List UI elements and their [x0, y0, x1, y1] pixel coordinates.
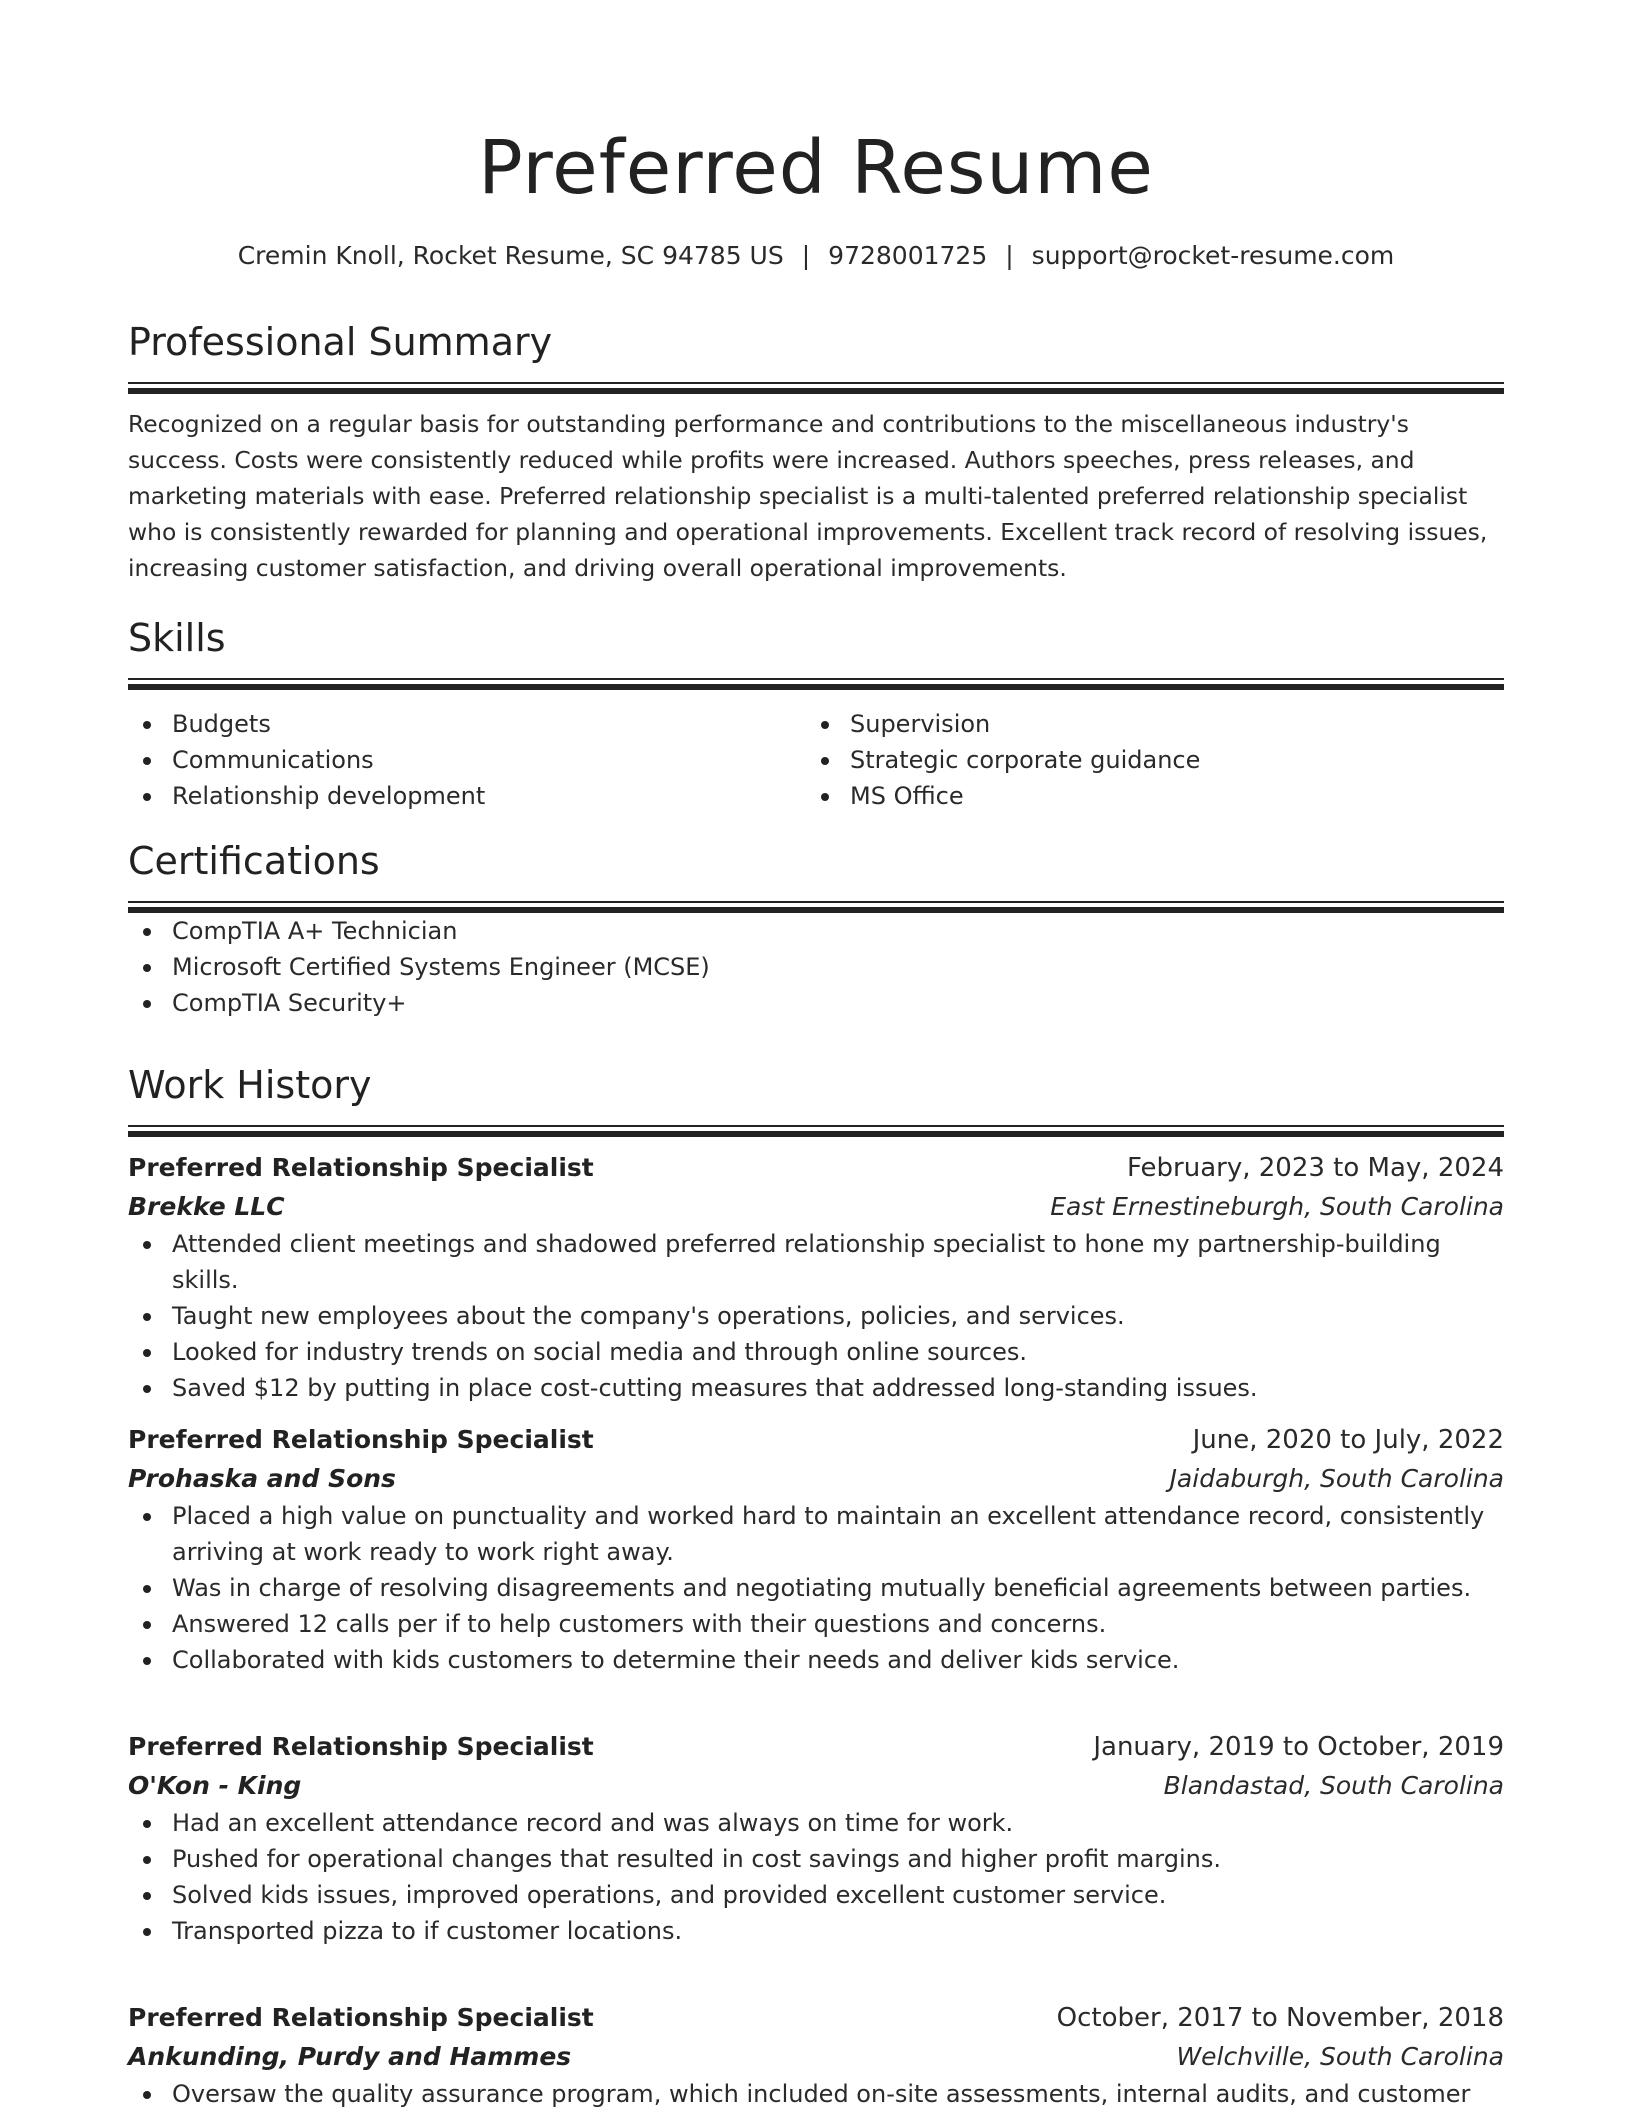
section-rule-thick [128, 388, 1504, 394]
job-bullets [128, 1498, 1504, 1678]
section-title: Skills [128, 616, 226, 660]
section-rule-thin [128, 678, 1504, 680]
job-company: Brekke LLC [128, 1192, 285, 1221]
section-title: Work History [128, 1063, 372, 1107]
summary-section [128, 318, 1504, 586]
job-dates: October, 2017 to November, 2018 [1056, 2003, 1504, 2033]
section-rule-thin [128, 1125, 1504, 1127]
job-bullet: Taught new employees about the company's operations, policies, and services. [128, 1298, 1504, 1334]
contact-address: Cremin Knoll, Rocket Resume, SC 94785 US [237, 241, 784, 270]
job-bullet: Oversaw the quality assurance program, which included on-site assessments, internal audits, and customer [128, 2076, 1504, 2112]
job-location: Welchville, South Carolina [1176, 2042, 1504, 2071]
contact-separator: | [801, 241, 811, 270]
skill-item: Supervision [806, 706, 1484, 742]
section-rule-thick [128, 1131, 1504, 1137]
contact-line [128, 238, 1504, 274]
job-bullet: Saved $12 by putting in place cost-cutting measures that addressed long-standing issues. [128, 1370, 1504, 1406]
job-bullet: Pushed for operational changes that resulted in cost savings and higher profit margins. [128, 1841, 1504, 1877]
job-entry [128, 1998, 1504, 2112]
skill-item: Budgets [128, 706, 806, 742]
job-title: Preferred Relationship Specialist [128, 1425, 594, 1454]
certifications-section [128, 837, 1504, 1021]
job-location: Blandastad, South Carolina [1163, 1771, 1504, 1800]
job-company: Prohaska and Sons [128, 1464, 396, 1493]
certifications-list [128, 913, 1504, 1021]
job-dates: February, 2023 to May, 2024 [1127, 1153, 1504, 1183]
job-bullet: Collaborated with kids customers to determine their needs and deliver kids service. [128, 1642, 1504, 1678]
contact-phone: 9728001725 [828, 241, 988, 270]
job-bullets [128, 1226, 1504, 1406]
skills-section [128, 614, 1504, 814]
job-bullet: Attended client meetings and shadowed preferred relationship specialist to hone my partnership-building skills. [128, 1226, 1504, 1298]
job-location: Jaidaburgh, South Carolina [1169, 1464, 1504, 1493]
job-location: East Ernestineburgh, South Carolina [1050, 1192, 1504, 1221]
resume-name: Preferred Resume [478, 125, 1154, 211]
job-title: Preferred Relationship Specialist [128, 1732, 594, 1761]
job-entry [128, 1727, 1504, 1949]
job-bullet: Had an excellent attendance record and was always on time for work. [128, 1805, 1504, 1841]
job-bullet: Answered 12 calls per if to help customers with their questions and concerns. [128, 1606, 1504, 1642]
contact-separator: | [1005, 241, 1014, 270]
work-history-section [128, 1061, 1504, 1137]
certification-item: Microsoft Certified Systems Engineer (MCSE) [128, 949, 1504, 985]
job-title: Preferred Relationship Specialist [128, 2003, 594, 2032]
job-entry [128, 1148, 1504, 1406]
job-bullet: Transported pizza to if customer locations. [128, 1913, 1504, 1949]
skill-item: Communications [128, 742, 806, 778]
skills-list-left [128, 706, 806, 814]
job-bullet: Was in charge of resolving disagreements and negotiating mutually beneficial agreements between parties. [128, 1570, 1504, 1606]
job-company: O'Kon - King [128, 1771, 302, 1800]
job-dates: June, 2020 to July, 2022 [1192, 1425, 1504, 1455]
job-dates: January, 2019 to October, 2019 [1093, 1732, 1504, 1762]
job-bullets [128, 2076, 1504, 2112]
job-bullets [128, 1805, 1504, 1949]
section-title: Certifications [128, 839, 380, 883]
job-title: Preferred Relationship Specialist [128, 1153, 594, 1182]
skills-list-right [806, 706, 1484, 814]
section-rule-thin [128, 382, 1504, 384]
certification-item: CompTIA A+ Technician [128, 913, 1504, 949]
section-rule-thin [128, 901, 1504, 903]
job-bullet: Solved kids issues, improved operations, and provided excellent customer service. [128, 1877, 1504, 1913]
skill-item: Relationship development [128, 778, 806, 814]
skills-grid [128, 706, 1504, 814]
summary-text: Recognized on a regular basis for outstanding performance and contributions to the miscellaneous industry's success. Costs were consistently reduced while profits were increased. Authors speeches, press releases, and marketing materials with ease. Preferred relationship specialist is a multi-talented preferred relationship specialist who is consistently rewarded for planning and operational improvements. Excellent track record of resolving issues, increasing customer satisfaction, and driving overall operational improvements. [128, 410, 1488, 582]
job-entry [128, 1420, 1504, 1678]
skill-item: Strategic corporate guidance [806, 742, 1484, 778]
job-bullet: Placed a high value on punctuality and worked hard to maintain an excellent attendance record, consistently arriving at work ready to work right away. [128, 1498, 1504, 1570]
section-title: Professional Summary [128, 320, 553, 364]
certification-item: CompTIA Security+ [128, 985, 1504, 1021]
contact-email[interactable]: support@rocket-resume.com [1031, 241, 1395, 270]
job-company: Ankunding, Purdy and Hammes [128, 2042, 572, 2071]
section-rule-thick [128, 684, 1504, 690]
job-bullet: Looked for industry trends on social media and through online sources. [128, 1334, 1504, 1370]
skill-item: MS Office [806, 778, 1484, 814]
